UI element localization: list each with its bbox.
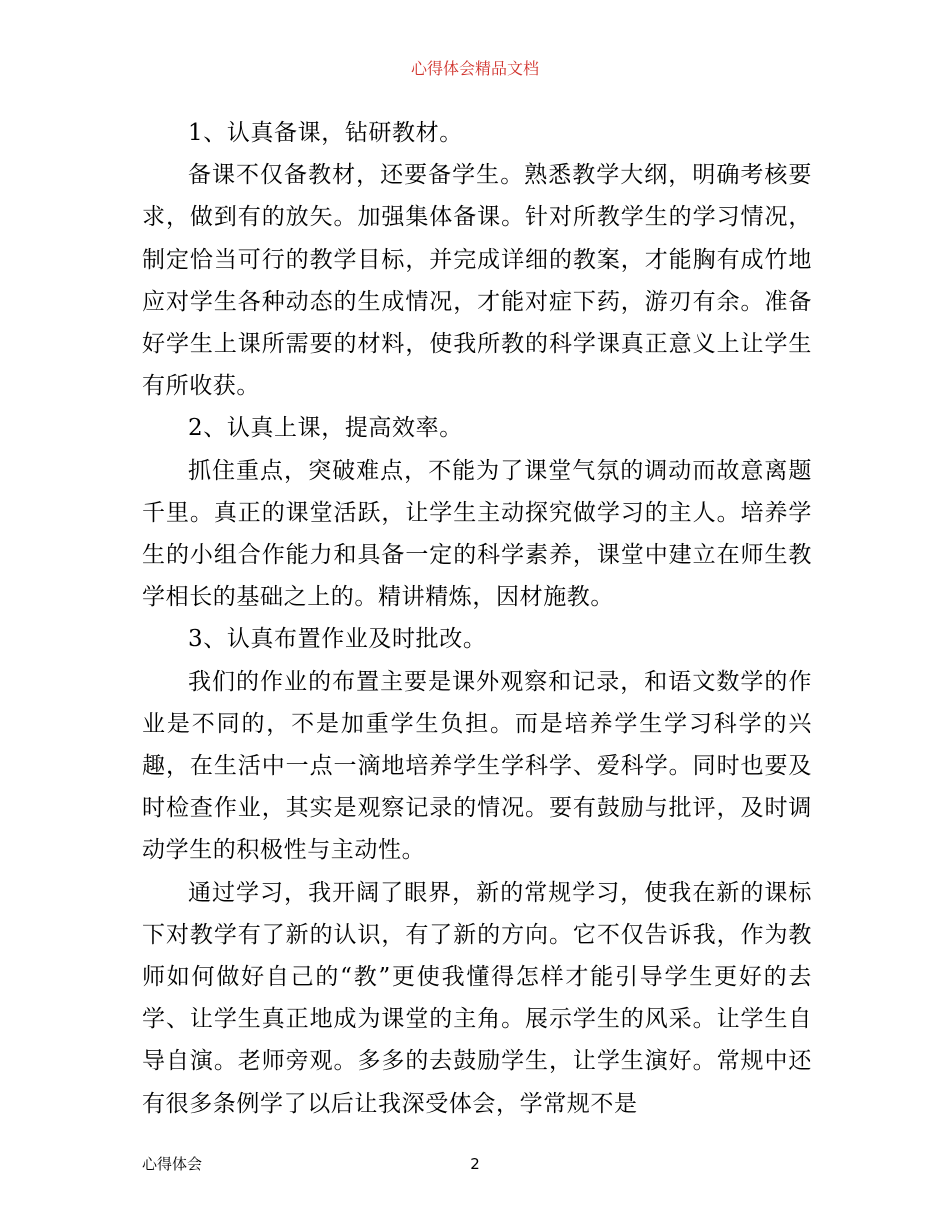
section-heading-1: 1、认真备课，钻研教材。: [188, 120, 463, 146]
paragraph-2: 抓住重点，突破难点，不能为了课堂气氛的调动而故意离题千里。真正的课堂活跃，让学生主动探究做学习的主人。培养学生的小组合作能力和具备一定的科学素养，课堂中建立在师生教学相长的基础之上的。精讲精炼，因材施教。: [142, 457, 812, 611]
footer-label: 心得体会: [142, 1155, 203, 1173]
paragraph-3: 我们的作业的布置主要是课外观察和记录，和语文数学的作业是不同的，不是加重学生负担。而是培养学生学习科学的兴趣，在生活中一点一滴地培养学生学科学、爱科学。同时也要及时检查作业，其实是观察记录的情况。要有鼓励与批评，及时调动学生的积极性与主动性。: [142, 668, 812, 864]
section-heading-2: 2、认真上课，提高效率。: [188, 415, 463, 442]
page-header-title: 心得体会精品文档: [410, 59, 539, 78]
page-number: 2: [470, 1155, 480, 1173]
document-body: [142, 112, 812, 1125]
paragraph-4: 通过学习，我开阔了眼界，新的常规学习，使我在新的课标下对教学有了新的认识，有了新的方向。它不仅告诉我，作为教师如何做好自己的“教”更使我懂得怎样才能引导学生更好的去学、让学生真正地成为课堂的主角。展示学生的风采。让学生自导自演。老师旁观。多多的去鼓励学生，让学生演好。常规中还有很多条例学了以后让我深受体会，学常规不是: [142, 879, 812, 1117]
paragraph-1: 备课不仅备教材，还要备学生。熟悉教学大纲，明确考核要求，做到有的放矢。加强集体备课。针对所教学生的学习情况，制定恰当可行的教学目标，并完成详细的教案，才能胸有成竹地应对学生各种动态的生成情况，才能对症下药，游刃有余。准备好学生上课所需要的材料，使我所教的科学课真正意义上让学生有所收获。: [142, 162, 812, 400]
section-heading-3: 3、认真布置作业及时批改。: [188, 626, 487, 653]
